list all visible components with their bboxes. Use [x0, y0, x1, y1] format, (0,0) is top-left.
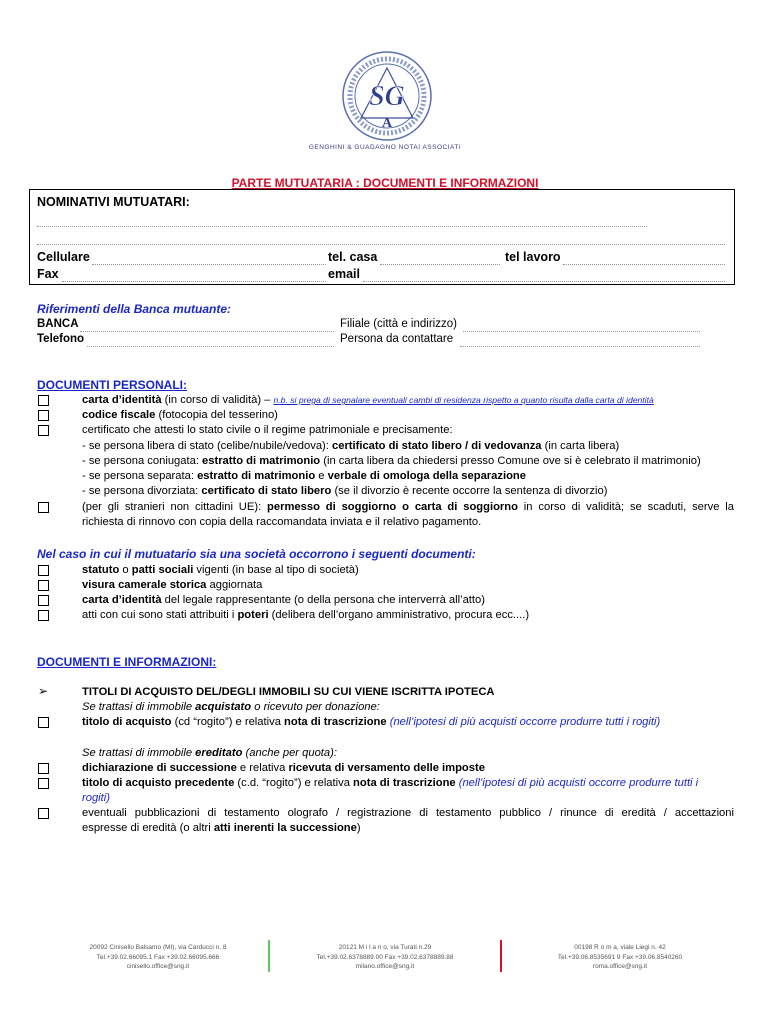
checkbox-titolo-acquisto[interactable] [38, 717, 49, 728]
item-permesso-cont: richiesta di rinnovo con copia della raccomandata inviata e il relativo pagamento. [82, 516, 482, 528]
svg-text:A: A [381, 116, 393, 131]
logo-caption: GENGHINI & GUADAGNO NOTAI ASSOCIATI [308, 144, 462, 151]
arrow-bullet-icon: ➢ [38, 684, 49, 698]
tel-lavoro-field[interactable] [563, 263, 725, 265]
persona-field[interactable] [460, 345, 700, 347]
fax-field[interactable] [62, 280, 326, 282]
item-pubblicazioni-cont: espresse di eredità (o altri atti inerenti la successione) [82, 822, 361, 834]
checkbox-permesso[interactable] [38, 502, 49, 513]
telefono-field[interactable] [87, 345, 334, 347]
item-statuto: statuto o patti sociali vigenti (in base al tipo di società) [82, 564, 359, 576]
checkbox-statuto[interactable] [38, 565, 49, 576]
item-titolo-precedente-cont: rogiti) [82, 792, 110, 804]
item-titolo-acquisto: titolo di acquisto (cd “rogito”) e relativa nota di trascrizione (nell’ipotesi di più acquisti occorre produrre tutti i rogiti) [82, 716, 661, 728]
checkbox-visura[interactable] [38, 580, 49, 591]
item-coniugata: - se persona coniugata: estratto di matrimonio (in carta libera da chiedersi presso Comune ove si è celebrato il matrimonio) [82, 455, 701, 467]
acquistato-line: Se trattasi di immobile acquistato o ricevuto per donazione: [82, 701, 380, 713]
personal-docs-heading: DOCUMENTI PERSONALI: [37, 378, 187, 392]
filiale-label: Filiale (città e indirizzo) [340, 318, 457, 330]
email-label: email [328, 267, 360, 281]
checkbox-stato-civile[interactable] [38, 425, 49, 436]
item-stato-civile: certificato che attesti lo stato civile o il regime patrimoniale e precisamente: [82, 424, 453, 436]
telefono-label: Telefono [37, 333, 85, 345]
item-pubblicazioni: eventuali pubblicazioni di testamento olografo / registrazione di testamento pubblico / rinunce di eredità / accettazioni [82, 807, 734, 819]
item-dichiarazione: dichiarazione di successione e relativa ricevuta di versamento delle imposte [82, 762, 485, 774]
footer-cinisello: 20092 Cinisello Balsamo (MI), via Carducci n. 8 Tel.+39.02.66095.1 Fax +39.02.66095.666 cinisello.office@sng.it [89, 944, 227, 970]
checkbox-carta-legale[interactable] [38, 595, 49, 606]
ereditato-line: Se trattasi di immobile ereditato (anche per quota): [82, 747, 337, 759]
checkbox-titolo-precedente[interactable] [38, 778, 49, 789]
item-separata: - se persona separata: estratto di matrimonio e verbale di omologa della separazione [82, 470, 526, 482]
titoli-heading: TITOLI DI ACQUISTO DEL/DEGLI IMMOBILI SU CUI VIENE ISCRITTA IPOTECA [82, 686, 495, 698]
footer-milano: 20121 M i l a n o, via Turati n.29 Tel.+39.02.6378889.00 Fax +39.02.6378889.88 milano.office@sng.it [316, 944, 454, 970]
name-line-2[interactable] [37, 243, 725, 245]
item-titolo-precedente: titolo di acquisto precedente (c.d. “rogito”) e relativa nota di trascrizione (nell’ipotesi di più acquisti occorre produrre tutti i [82, 777, 699, 789]
residence-note: n.b. si prega di segnalare eventuali cambi di residenza rispetto a quanto risulta dalla carta di identità [273, 395, 654, 405]
cellulare-label: Cellulare [37, 250, 90, 264]
borrowers-heading: NOMINATIVI MUTUATARI: [37, 195, 190, 209]
docs-info-heading: DOCUMENTI E INFORMAZIONI: [37, 655, 217, 669]
item-carta-identita: carta d’identità (in corso di validità) – n.b. si prega di segnalare eventuali cambi di residenza rispetto a quanto risulta dalla carta di identità [82, 394, 654, 406]
tel-casa-field[interactable] [380, 263, 500, 265]
footer-divider-red [500, 940, 502, 972]
item-poteri: atti con cui sono stati attribuiti i poteri (delibera dell’organo amministrativo, procura ecc....) [82, 609, 530, 621]
footer-divider-green [268, 940, 270, 972]
notary-logo [339, 48, 435, 144]
item-permesso: (per gli stranieri non cittadini UE): permesso di soggiorno o carta di soggiorno in corso di validità; se scaduti, serve la [82, 501, 734, 513]
bank-heading: Riferimenti della Banca mutuante: [37, 302, 232, 316]
footer-roma: 00198 R o m a, viale Liegi n. 42 Tel.+39.06.8535691 9 Fax +39.06.8540260 roma.office@sng.it [557, 944, 683, 970]
page-title: PARTE MUTUATARIA : DOCUMENTI E INFORMAZIONI [231, 176, 539, 190]
checkbox-poteri[interactable] [38, 610, 49, 621]
checkbox-carta-identita[interactable] [38, 395, 49, 406]
checkbox-codice-fiscale[interactable] [38, 410, 49, 421]
item-codice-fiscale: codice fiscale (fotocopia del tesserino) [82, 409, 278, 421]
item-visura: visura camerale storica aggiornata [82, 579, 263, 591]
checkbox-dichiarazione[interactable] [38, 763, 49, 774]
item-divorziata: - se persona divorziata: certificato di stato libero (se il divorzio è recente occorre la sentenza di divorzio) [82, 485, 608, 497]
tel-casa-label: tel. casa [328, 250, 378, 264]
svg-text:SG: SG [369, 81, 405, 112]
name-line-1[interactable] [37, 225, 647, 227]
banca-field[interactable] [80, 330, 334, 332]
cellulare-field[interactable] [92, 263, 326, 265]
fax-label: Fax [37, 267, 59, 281]
item-libera: - se persona libera di stato (celibe/nubile/vedova): certificato di stato libero / di vedovanza (in carta libera) [82, 440, 620, 452]
filiale-field[interactable] [463, 330, 700, 332]
item-carta-legale: carta d’identità del legale rappresentante (o della persona che interverrà all’atto) [82, 594, 485, 606]
persona-label: Persona da contattare [340, 333, 454, 345]
tel-lavoro-label: tel lavoro [505, 250, 561, 264]
banca-label: BANCA [37, 318, 79, 330]
checkbox-pubblicazioni[interactable] [38, 808, 49, 819]
email-field[interactable] [363, 280, 725, 282]
company-heading: Nel caso in cui il mutuatario sia una società occorrono i seguenti documenti: [37, 547, 476, 561]
